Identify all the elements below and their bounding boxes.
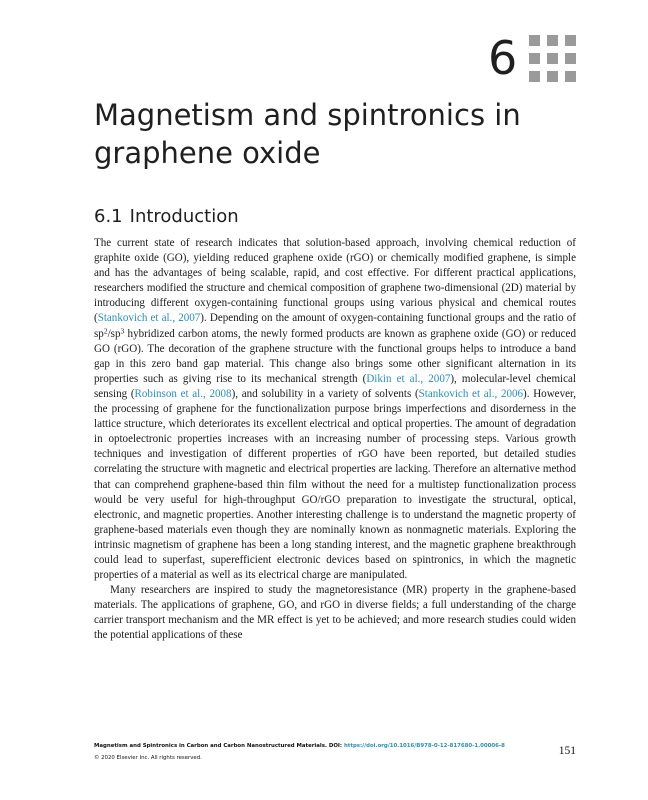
text-run: ), and solubility in a variety of solvents ( <box>231 387 419 400</box>
citation-link[interactable]: Stankovich et al., 2007 <box>97 312 201 325</box>
page-footer <box>94 743 576 773</box>
copyright: © 2020 Elsevier Inc. All rights reserved. <box>94 755 202 761</box>
citation-link[interactable]: Robinson et al., 2008 <box>134 387 232 400</box>
text-run: hybridized carbon atoms, the newly formed products are known as graphene oxide (GO) or reduced GO (rGO). The decoration of the graphene structure with the functional groups helps to introduce a band gap in this zero band gap material. This change also brings some other significant alternation in its properties such as giving rise to its mechanical strength ( <box>94 327 576 385</box>
section-heading <box>94 205 239 229</box>
text-run: ), molecular-level chemical sensing ( <box>94 372 576 400</box>
doi-link[interactable]: https://doi.org/10.1016/B978-0-12-817680-1.00006-8 <box>343 743 505 749</box>
text-run: /sp <box>107 327 121 340</box>
text-run: ). Depending on the amount of oxygen-containing functional groups and the ratio of sp <box>94 312 576 340</box>
superscript: 3 <box>120 326 125 336</box>
section-number: 6.1 <box>94 206 123 227</box>
superscript: 2 <box>103 326 108 336</box>
chapter-number: 6 <box>488 31 518 85</box>
text-run: ). However, the processing of graphene for the functionalization purpose brings imperfections and disorderness in the lattice structure, which deteriorates its excellent electrical and optical properties. The amount of degradation in optoelectronic properties increases with an increasing number of processing steps. Various growth techniques and investigation of different properties of rGO have been reported, but detailed studies correlating the structure with magnetic and electrical properties are lacking. Therefore an alternative method that can comprehend graphene-based thin film without the need for a multistep functionalization process would be very useful for high-throughput GO/rGO preparation to investigate the structural, optical, electronic, and magnetic properties. Another interesting challenge is to understand the magnetic property of graphene-based materials even though they are nominally known as nonmagnetic materials. Exploring the intrinsic magnetism of graphene has been a long standing interest, and the magnetic graphene breakthrough could lead to superfast, superefficient electronic devices based on spintronics, in which the magnetic properties of a material as well as its electrical charge are manipulated. <box>94 387 577 582</box>
body-text <box>94 236 576 644</box>
book-title: Magnetism and Spintronics in Carbon and Carbon Nanostructured Materials. DOI: <box>94 743 344 749</box>
text-run: The current state of research indicates that solution-based approach, involving chemical reduction of graphite oxide (GO), yielding reduced graphene oxide (rGO) or chemically modified graphene, is simple and has the advantages of being scalable, rapid, and cost effective. For different practical applications, researchers modified the structure and chemical composition of graphene two-dimensional (2D) material by introducing different oxygen-containing functional groups using various physical and chemical routes ( <box>94 237 576 325</box>
chapter-title: Magnetism and spintronics in graphene oxide <box>94 98 521 170</box>
page-number: 151 <box>558 745 576 757</box>
paragraph-1 <box>94 236 576 583</box>
chapter-ornament-icon <box>529 35 577 83</box>
section-title: Introduction <box>129 206 239 227</box>
paragraph-2: Many researchers are inspired to study the magnetoresistance (MR) property in the graphene-based materials. The applications of graphene, GO, and rGO in diverse fields; a full understanding of the charge carrier transport mechanism and the MR effect is yet to be achieved; and more research studies could widen the potential applications of these <box>94 584 576 642</box>
citation-link[interactable]: Dikin et al., 2007 <box>366 372 451 385</box>
footer-book-info <box>94 743 505 749</box>
citation-link[interactable]: Stankovich et al., 2006 <box>418 387 524 400</box>
